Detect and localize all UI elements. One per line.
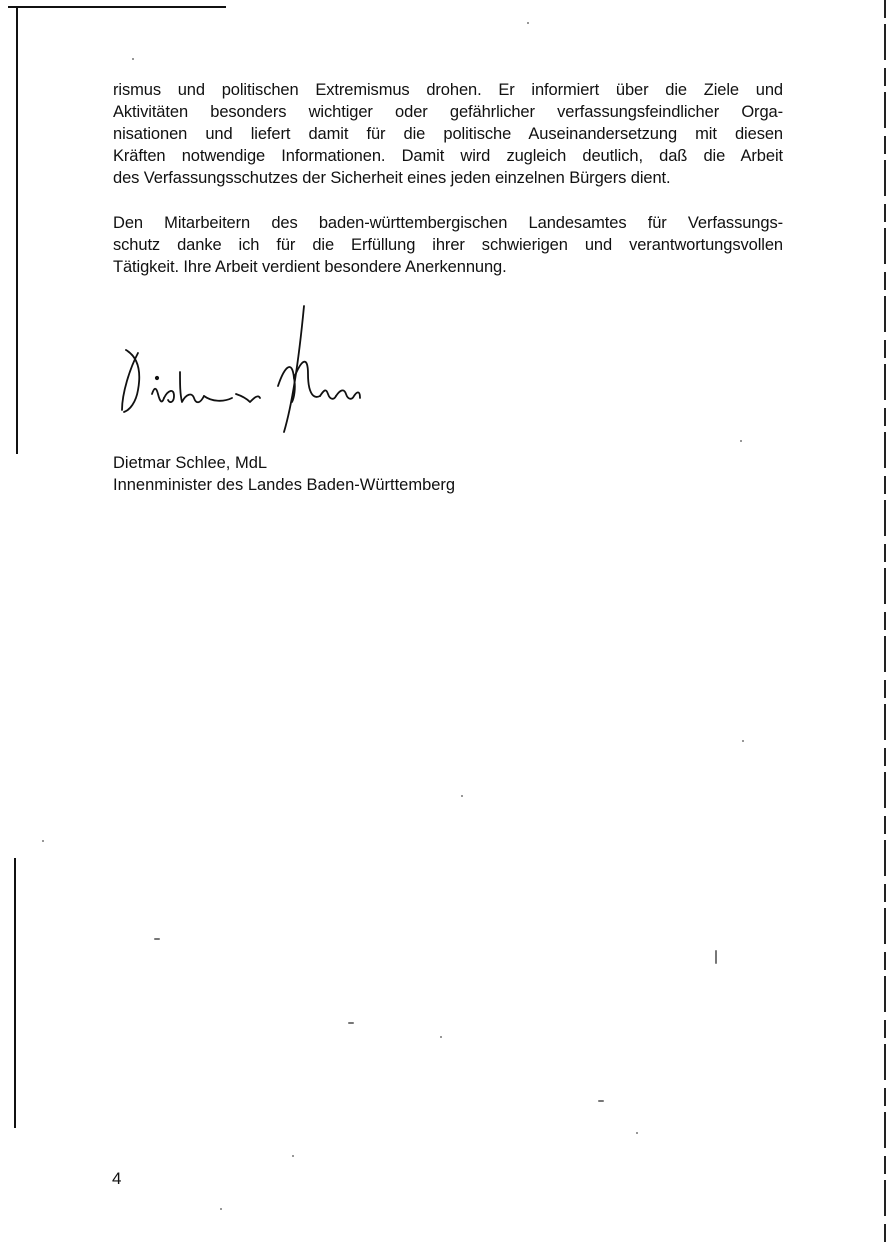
text-line: des Verfassungsschutzes der Sicherheit eines jeden einzelnen Bürgers dient.: [113, 169, 671, 187]
scan-speck: [636, 1132, 638, 1134]
body-paragraph: [113, 212, 783, 278]
scan-speck: [440, 1036, 442, 1038]
handwritten-signature: [108, 298, 378, 438]
page-number: 4: [112, 1169, 122, 1188]
scan-speck: [42, 840, 44, 842]
scan-speck: [742, 740, 744, 742]
scan-speck: [527, 22, 529, 24]
scan-border-right: [884, 0, 886, 1245]
scan-speck: [292, 1155, 294, 1157]
scan-speck: [132, 58, 134, 60]
body-paragraph: [113, 79, 783, 189]
scan-speck: [598, 1100, 604, 1102]
text-line: Aktivitäten besonders wichtiger oder gefährlicher verfassungsfeindlicher Orga-: [113, 103, 783, 121]
text-line: nisationen und liefert damit für die politische Auseinandersetzung mit diesen: [113, 125, 783, 143]
text-line: Tätigkeit. Ihre Arbeit verdient besondere Anerkennung.: [113, 258, 507, 276]
text-line: Den Mitarbeitern des baden-württembergischen Landesamtes für Verfassungs-: [113, 214, 783, 232]
text-line: schutz danke ich für die Erfüllung ihrer schwierigen und verantwortungsvollen: [113, 236, 783, 254]
scan-speck: [740, 440, 742, 442]
scan-speck: [220, 1208, 222, 1210]
scan-border-left-upper: [16, 6, 18, 454]
scan-speck: [461, 795, 463, 797]
scan-speck: [715, 950, 717, 964]
text-line: Kräften notwendige Informationen. Damit wird zugleich deutlich, daß die Arbeit: [113, 147, 783, 165]
scan-border-left-lower: [14, 858, 16, 1128]
scan-border-top: [8, 6, 226, 8]
signer-block: [113, 452, 455, 496]
scan-speck: [348, 1022, 354, 1024]
signer-name: Dietmar Schlee, MdL: [113, 454, 268, 472]
scan-speck: [154, 938, 160, 940]
signer-title: Innenminister des Landes Baden-Württemberg: [113, 476, 456, 494]
text-line: rismus und politischen Extremismus drohen. Er informiert über die Ziele und: [113, 81, 783, 99]
